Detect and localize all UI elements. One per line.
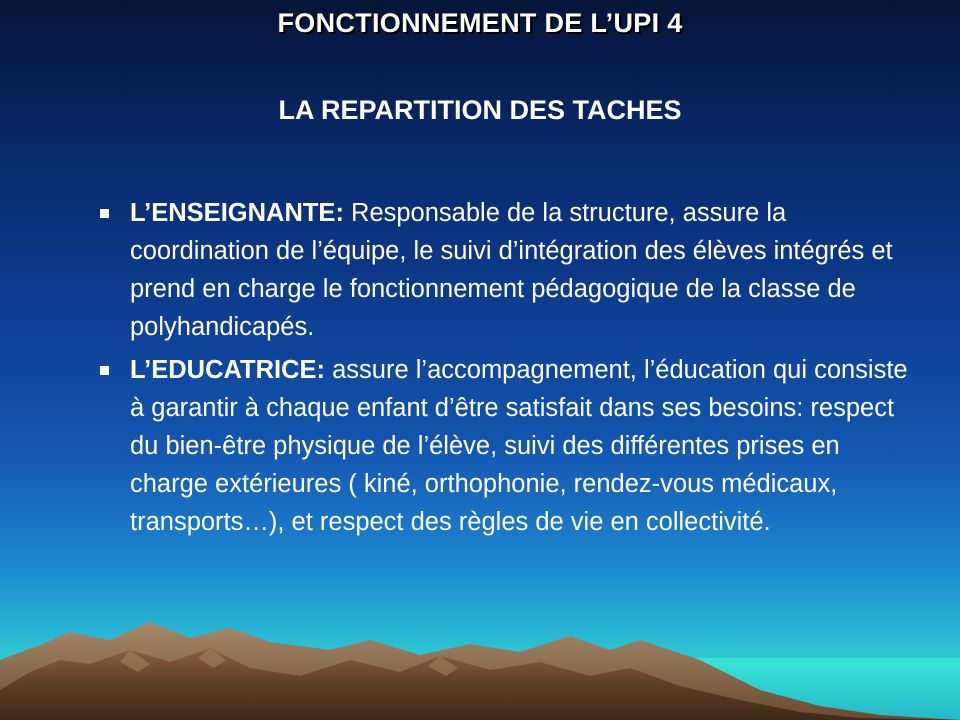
bullet-enseignante xyxy=(100,194,920,346)
bullet-text: assure l’accompagnement, l’éducation qui consiste à garantir à chaque enfant d’être satisfait dans ses besoins: respect du bien-être physique de l’élève, suivi des différentes prises en charge extérieures ( kiné, orthophonie, rendez-vous médicaux, transports…), et respect des règles de vie en collectivité. xyxy=(130,356,908,536)
bullet-text: Responsable de la structure, assure la coordination de l’équipe, le suivi d’intégration des élèves intégrés et prend en charge le fonctionnement pédagogique de la classe de polyhandicapés. xyxy=(130,199,893,341)
bullet-term: L’EDUCATRICE: xyxy=(130,356,326,384)
slide-title: FONCTIONNEMENT DE L’UPI 4 xyxy=(277,8,683,38)
bullet-term: L’ENSEIGNANTE: xyxy=(130,199,344,227)
square-bullet-icon xyxy=(100,209,109,218)
bullet-list xyxy=(100,194,920,546)
slide-subtitle: LA REPARTITION DES TACHES xyxy=(278,95,682,125)
bullet-educatrice xyxy=(100,351,920,541)
square-bullet-icon xyxy=(100,366,109,375)
